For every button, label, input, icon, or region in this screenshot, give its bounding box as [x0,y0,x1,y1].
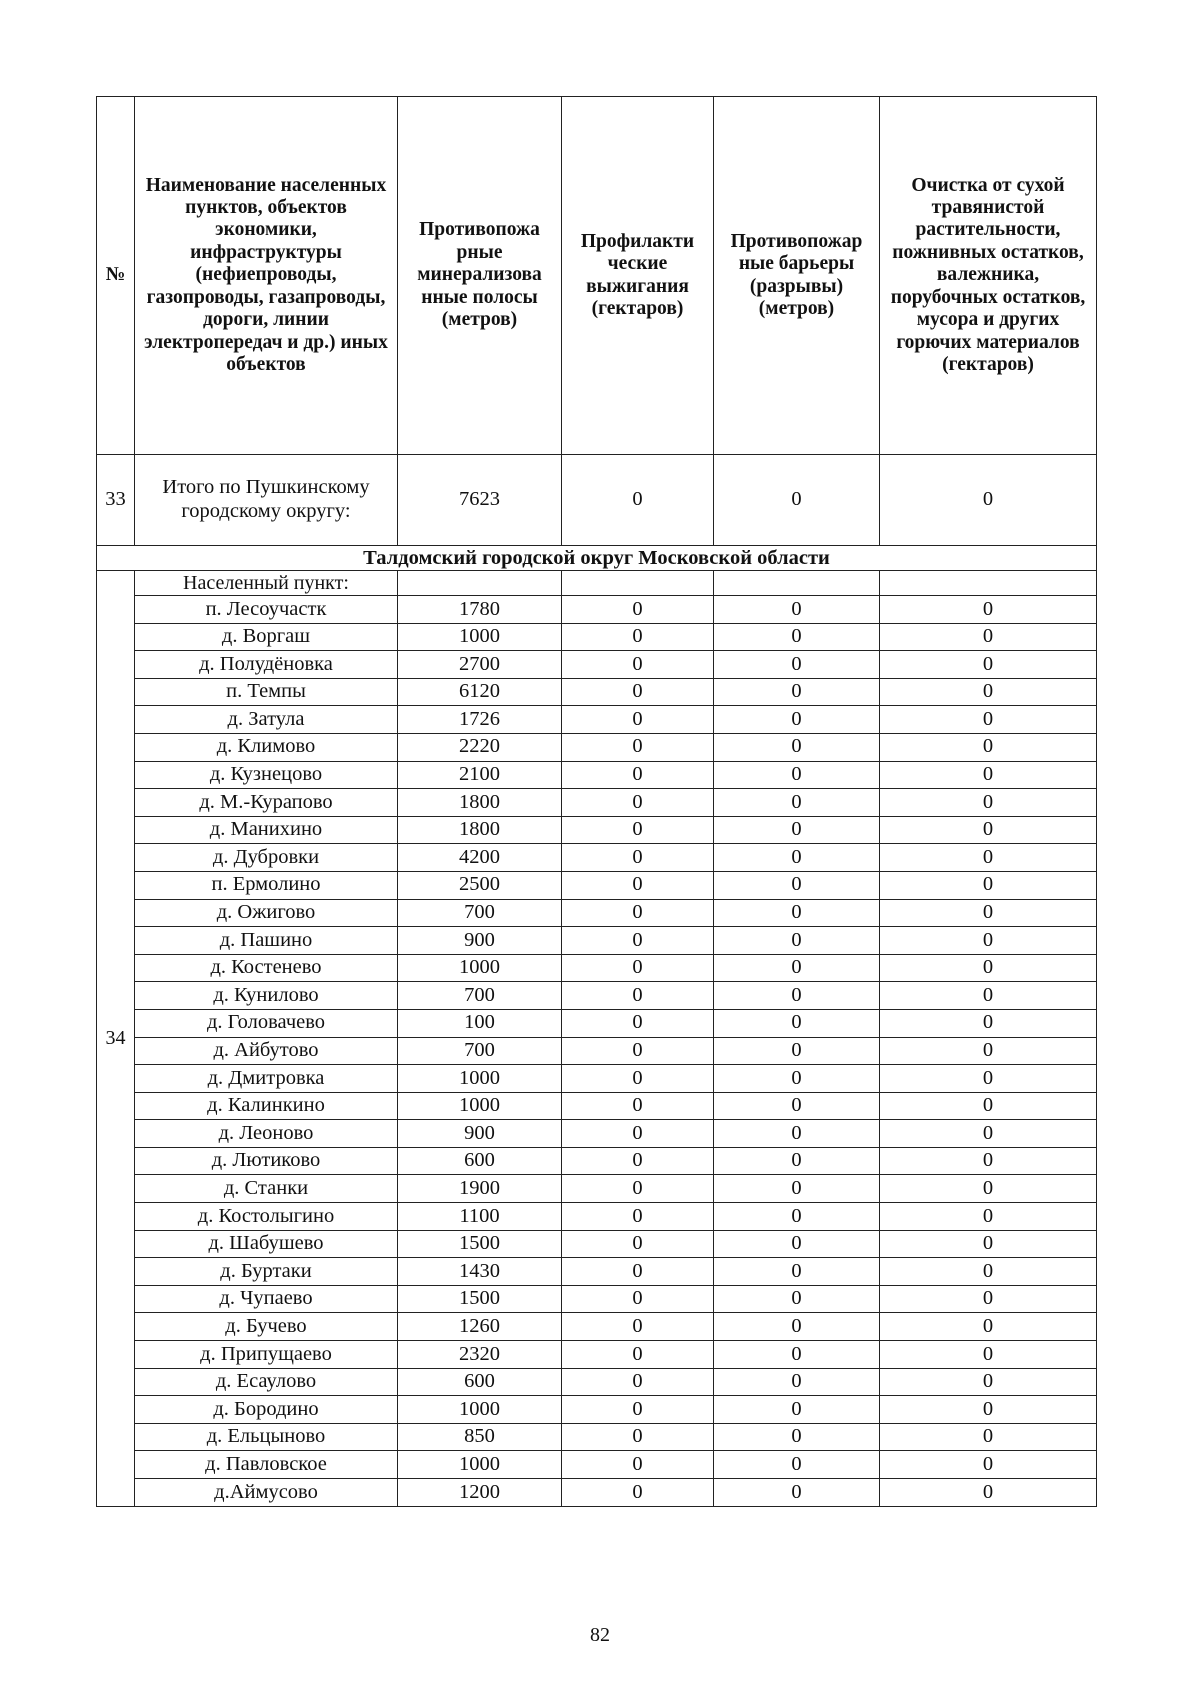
settlement-value: 0 [714,596,880,624]
settlement-value: 0 [714,1423,880,1451]
settlement-value: 0 [880,816,1097,844]
settlement-row [97,899,1097,927]
settlement-value: 1000 [398,623,562,651]
total-row-number: 33 [97,455,135,546]
settlement-name: д. Затула [135,706,398,734]
settlement-value: 1500 [398,1285,562,1313]
settlement-value: 0 [562,871,714,899]
settlement-value: 0 [880,1396,1097,1424]
settlement-value: 0 [714,1065,880,1093]
settlement-value: 0 [562,1313,714,1341]
settlement-value: 0 [880,733,1097,761]
settlement-value: 0 [714,1175,880,1203]
settlement-row [97,816,1097,844]
settlement-value: 0 [880,1120,1097,1148]
settlement-value: 1726 [398,706,562,734]
settlement-value: 0 [714,1203,880,1231]
settlement-row [97,1147,1097,1175]
settlement-row [97,1423,1097,1451]
settlement-name: п. Лесоучастк [135,596,398,624]
settlement-value: 0 [562,1065,714,1093]
settlement-value: 700 [398,1037,562,1065]
settlement-value: 0 [880,982,1097,1010]
settlement-row [97,1451,1097,1479]
header-cell-name: Наименование населенных пунктов, объектов экономики, инфраструктуры (нефиепроводы, газопроводы, газапроводы, дороги, линии электропередач и др.) иных объектов [135,97,398,455]
settlement-value: 0 [880,1175,1097,1203]
settlement-value: 0 [714,1147,880,1175]
total-row-value: 7623 [398,455,562,546]
settlement-value: 700 [398,982,562,1010]
settlement-value: 1900 [398,1175,562,1203]
settlement-value: 0 [562,1479,714,1507]
subheader-empty [880,571,1097,596]
settlement-name: д. Припущаево [135,1341,398,1369]
settlement-value: 0 [880,954,1097,982]
settlement-row [97,733,1097,761]
settlement-value: 0 [562,1175,714,1203]
settlement-row [97,1285,1097,1313]
settlement-value: 0 [562,1258,714,1286]
settlement-value: 0 [714,816,880,844]
header-row [97,97,1097,455]
settlement-row [97,1203,1097,1231]
settlement-value: 0 [880,899,1097,927]
settlement-name: д. Бородино [135,1396,398,1424]
settlement-value: 0 [880,1065,1097,1093]
settlement-value: 0 [714,1285,880,1313]
settlement-value: 0 [880,1341,1097,1369]
total-row-value: 0 [880,455,1097,546]
settlement-row [97,1065,1097,1093]
settlement-value: 1000 [398,954,562,982]
settlement-value: 1000 [398,1065,562,1093]
settlement-value: 100 [398,1009,562,1037]
settlement-value: 4200 [398,844,562,872]
total-row-name: Итого по Пушкинскому городскому округу: [135,455,398,546]
settlement-name: д. Полудёновка [135,651,398,679]
settlement-name: д. Климово [135,733,398,761]
settlement-row [97,596,1097,624]
settlement-value: 1000 [398,1451,562,1479]
settlement-name: д. Лютиково [135,1147,398,1175]
settlement-name: д. Чупаево [135,1285,398,1313]
settlement-value: 1800 [398,816,562,844]
settlement-value: 2700 [398,651,562,679]
settlement-value: 1000 [398,1092,562,1120]
header-cell-mineralized-strips: Противопожа рные минерализова нные полосы (метров) [398,97,562,455]
settlement-value: 0 [714,789,880,817]
settlement-value: 0 [714,623,880,651]
settlement-value: 0 [880,1285,1097,1313]
settlement-value: 0 [880,1313,1097,1341]
settlement-value: 0 [714,761,880,789]
settlement-value: 0 [880,871,1097,899]
settlement-value: 2500 [398,871,562,899]
settlement-name: д. Леоново [135,1120,398,1148]
settlement-value: 0 [714,899,880,927]
settlement-value: 0 [562,623,714,651]
settlement-value: 0 [714,1258,880,1286]
settlement-name: д. Айбутово [135,1037,398,1065]
settlement-name: д. Манихино [135,816,398,844]
settlement-value: 0 [880,789,1097,817]
settlement-name: д. Бучево [135,1313,398,1341]
settlement-value: 0 [880,1479,1097,1507]
header-cell-preventive-burning: Профилакти ческие выжигания (гектаров) [562,97,714,455]
settlement-value: 0 [880,596,1097,624]
settlement-value: 0 [562,678,714,706]
settlement-value: 1430 [398,1258,562,1286]
settlement-value: 0 [880,1092,1097,1120]
settlement-value: 1500 [398,1230,562,1258]
settlement-row [97,1092,1097,1120]
settlement-value: 0 [880,651,1097,679]
settlement-value: 0 [562,761,714,789]
settlement-value: 0 [714,871,880,899]
settlement-value: 0 [714,1092,880,1120]
settlement-value: 0 [562,954,714,982]
settlement-name: п. Ермолино [135,871,398,899]
fire-prevention-table [96,96,1097,1507]
settlement-value: 0 [880,1451,1097,1479]
settlement-value: 600 [398,1368,562,1396]
settlement-value: 0 [880,1230,1097,1258]
settlement-value: 0 [714,733,880,761]
settlement-value: 2320 [398,1341,562,1369]
settlement-value: 0 [562,651,714,679]
settlement-row [97,1341,1097,1369]
settlement-value: 600 [398,1147,562,1175]
settlement-value: 0 [714,1368,880,1396]
section-title: Талдомский городской округ Московской области [97,546,1097,571]
settlement-name: д. Ельцыново [135,1423,398,1451]
settlement-value: 0 [562,982,714,1010]
settlement-value: 0 [714,954,880,982]
settlement-value: 0 [562,1147,714,1175]
settlement-row [97,1009,1097,1037]
settlement-value: 0 [562,927,714,955]
settlement-row [97,1368,1097,1396]
settlement-row [97,1175,1097,1203]
settlement-row [97,844,1097,872]
settlement-value: 1780 [398,596,562,624]
settlement-value: 0 [880,844,1097,872]
settlement-value: 0 [562,733,714,761]
settlement-row [97,1120,1097,1148]
settlement-name: п. Темпы [135,678,398,706]
header-cell-vegetation-clearing: Очистка от сухой травянистой растительности, пожнивных остатков, валежника, порубочных остатков, мусора и других горючих материалов (гектаров) [880,97,1097,455]
settlement-value: 0 [562,596,714,624]
settlement-value: 0 [714,1396,880,1424]
section-number: 34 [97,571,135,1507]
settlement-value: 1000 [398,1396,562,1424]
settlement-value: 1100 [398,1203,562,1231]
settlement-value: 0 [714,1313,880,1341]
settlement-name: д. Дмитровка [135,1065,398,1093]
settlement-name: д. Павловское [135,1451,398,1479]
settlement-value: 0 [562,1451,714,1479]
settlement-name: д. Кунилово [135,982,398,1010]
settlement-name: д. Ожигово [135,899,398,927]
settlement-row [97,706,1097,734]
settlement-value: 0 [714,1120,880,1148]
settlement-row [97,678,1097,706]
settlement-row [97,1258,1097,1286]
settlement-value: 0 [880,1147,1097,1175]
settlement-name: д. Головачево [135,1009,398,1037]
settlement-value: 0 [562,706,714,734]
settlement-value: 0 [562,1396,714,1424]
settlement-value: 2100 [398,761,562,789]
settlement-value: 1800 [398,789,562,817]
settlement-name: д. Есаулово [135,1368,398,1396]
settlement-value: 0 [714,1009,880,1037]
total-row-value: 0 [714,455,880,546]
section-title-row [97,546,1097,571]
settlement-value: 900 [398,927,562,955]
settlement-value: 0 [562,1341,714,1369]
page-number: 82 [590,1624,610,1646]
settlement-name: д. Буртаки [135,1258,398,1286]
settlement-value: 0 [880,1203,1097,1231]
settlement-value: 0 [714,927,880,955]
settlement-value: 6120 [398,678,562,706]
settlement-value: 0 [880,623,1097,651]
settlement-value: 0 [714,706,880,734]
settlement-value: 0 [714,651,880,679]
settlement-value: 0 [714,1037,880,1065]
subheader-empty [562,571,714,596]
settlement-row [97,651,1097,679]
settlement-row [97,1230,1097,1258]
settlement-name: д. Шабушево [135,1230,398,1258]
settlement-name: д. Кузнецово [135,761,398,789]
settlement-row [97,954,1097,982]
settlement-value: 0 [562,1285,714,1313]
settlement-row [97,1396,1097,1424]
settlement-row [97,1313,1097,1341]
settlement-value: 0 [714,1479,880,1507]
subheader-empty [714,571,880,596]
subheader-label: Населенный пункт: [135,571,398,596]
settlement-value: 0 [714,982,880,1010]
settlement-value: 0 [714,1230,880,1258]
settlement-name: д. Воргаш [135,623,398,651]
settlement-value: 0 [880,1423,1097,1451]
settlement-value: 900 [398,1120,562,1148]
settlement-row [97,761,1097,789]
settlement-value: 0 [880,1037,1097,1065]
settlement-value: 0 [880,678,1097,706]
settlement-name: д. Пашино [135,927,398,955]
settlement-row [97,789,1097,817]
settlement-name: д. Станки [135,1175,398,1203]
settlement-name: д. Костолыгино [135,1203,398,1231]
settlement-value: 0 [562,1037,714,1065]
settlement-row [97,982,1097,1010]
settlement-value: 1200 [398,1479,562,1507]
settlement-value: 0 [880,927,1097,955]
settlement-row [97,1037,1097,1065]
settlement-value: 0 [880,1368,1097,1396]
settlement-value: 0 [880,1258,1097,1286]
settlement-name: д. М.-Курапово [135,789,398,817]
settlement-value: 700 [398,899,562,927]
settlement-row [97,1479,1097,1507]
settlement-value: 1260 [398,1313,562,1341]
settlement-value: 0 [562,844,714,872]
settlement-row [97,927,1097,955]
settlement-value: 0 [714,678,880,706]
settlement-name: д. Костенево [135,954,398,982]
settlement-value: 0 [562,1009,714,1037]
settlement-name: д.Аймусово [135,1479,398,1507]
header-cell-fire-barriers: Противопожар ные барьеры (разрывы) (метров) [714,97,880,455]
subheader-row [97,571,1097,596]
settlement-value: 0 [562,816,714,844]
settlement-row [97,871,1097,899]
settlement-value: 0 [562,1092,714,1120]
settlement-value: 0 [880,761,1097,789]
settlement-value: 2220 [398,733,562,761]
total-row-value: 0 [562,455,714,546]
settlement-value: 0 [714,1451,880,1479]
settlement-value: 0 [562,789,714,817]
settlement-row [97,623,1097,651]
settlement-value: 0 [714,1341,880,1369]
settlement-value: 0 [880,1009,1097,1037]
total-row [97,455,1097,546]
header-cell-number: № [97,97,135,455]
settlement-value: 0 [714,844,880,872]
settlement-value: 0 [562,1203,714,1231]
settlement-value: 0 [562,1120,714,1148]
settlement-name: д. Калинкино [135,1092,398,1120]
settlement-value: 0 [562,1368,714,1396]
settlement-value: 0 [562,1230,714,1258]
settlement-value: 0 [562,899,714,927]
settlement-value: 0 [880,706,1097,734]
subheader-empty [398,571,562,596]
settlement-name: д. Дубровки [135,844,398,872]
settlement-value: 850 [398,1423,562,1451]
settlement-value: 0 [562,1423,714,1451]
